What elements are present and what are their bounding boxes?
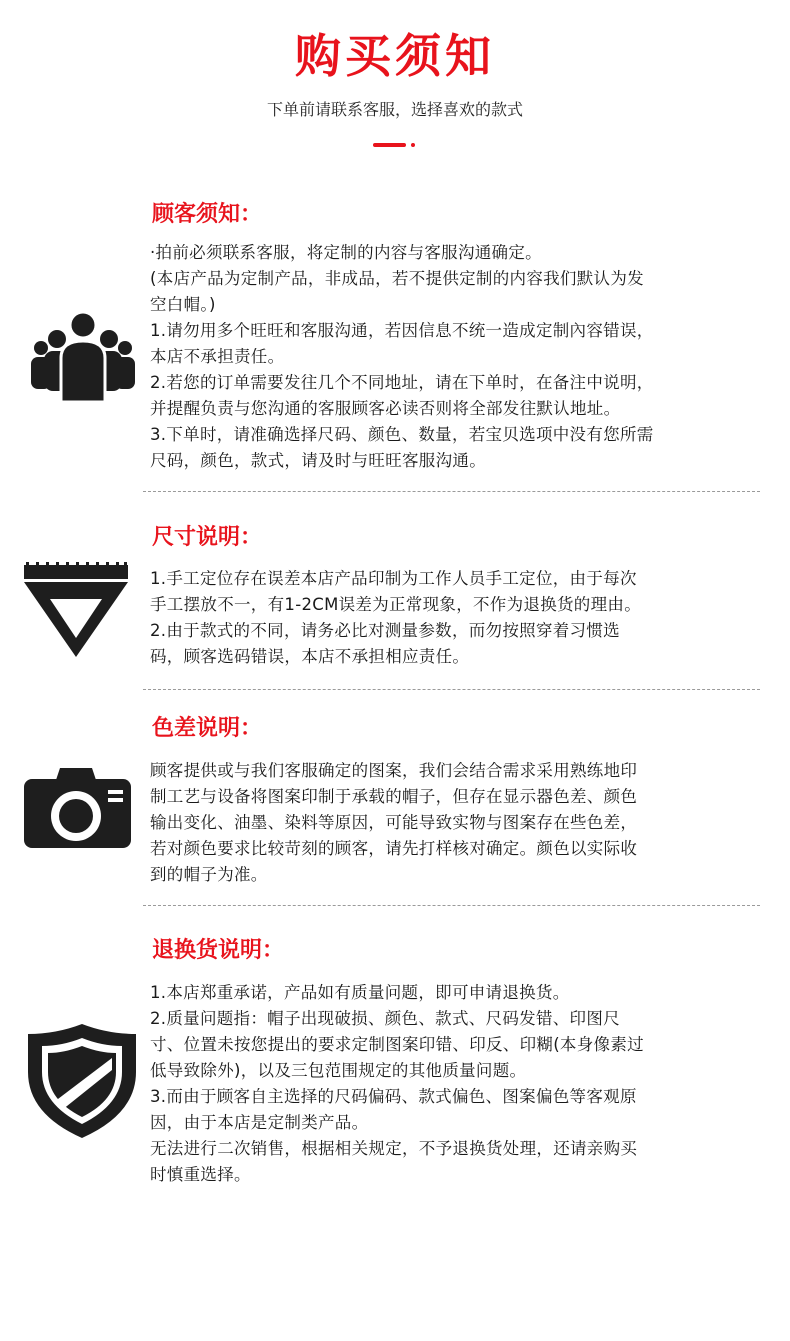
text-line: 空白帽。) bbox=[150, 295, 216, 314]
people-group-icon bbox=[28, 310, 138, 404]
text-line: 顾客提供或与我们客服确定的图案，我们会结合需求采用熟练地印 bbox=[150, 761, 638, 780]
shield-icon bbox=[28, 1024, 136, 1138]
text-line: (本店产品为定制产品，非成品，若不提供定制的内容我们默认为发 bbox=[150, 269, 644, 288]
camera-icon bbox=[24, 768, 131, 848]
text-line: 因，由于本店是定制类产品。 bbox=[150, 1113, 369, 1132]
section-heading: 色差说明： bbox=[152, 716, 263, 741]
text-line: 时慎重选择。 bbox=[150, 1165, 251, 1184]
page-subtitle: 下单前请联系客服，选择喜欢的款式 bbox=[266, 100, 523, 119]
text-line: 2.由于款式的不同，请务必比对测量参数，而勿按照穿着习惯选 bbox=[150, 621, 620, 640]
text-line: 3.而由于顾客自主选择的尺码偏码、款式偏色、图案偏色等客观原 bbox=[150, 1087, 637, 1106]
text-line: 2.质量问题指：帽子出现破损、颜色、款式、尺码发错、印图尺 bbox=[150, 1009, 620, 1028]
text-line: 若对颜色要求比较苛刻的顾客，请先打样核对确定。颜色以实际收 bbox=[150, 839, 638, 858]
text-line: 1.本店郑重承诺，产品如有质量问题，即可申请退换货。 bbox=[150, 983, 570, 1002]
text-line: 手工摆放不一，有1-2CM误差为正常现象，不作为退换货的理由。 bbox=[150, 595, 642, 614]
accent-bar bbox=[373, 143, 406, 147]
text-line: 1.请勿用多个旺旺和客服沟通，若因信息不统一造成定制內容错误， bbox=[150, 321, 654, 340]
divider bbox=[143, 491, 760, 492]
text-line: 尺码，颜色，款式，请及时与旺旺客服沟通。 bbox=[150, 451, 486, 470]
text-line: 码，顾客选码错误，本店不承担相应责任。 bbox=[150, 647, 470, 666]
text-line: 1.手工定位存在误差本店产品印制为工作人员手工定位，由于每次 bbox=[150, 569, 637, 588]
text-line: 制工艺与设备将图案印制于承载的帽子，但存在显示器色差、颜色 bbox=[150, 787, 638, 806]
section-body bbox=[150, 566, 750, 670]
text-line: 低导致除外)，以及三包范围规定的其他质量问题。 bbox=[150, 1061, 527, 1080]
text-line: 2.若您的订单需要发往几个不同地址，请在下单时，在备注中说明， bbox=[150, 373, 654, 392]
text-line: ·拍前必须联系客服，将定制的内容与客服沟通确定。 bbox=[150, 243, 542, 262]
divider bbox=[143, 905, 760, 906]
section-heading: 尺寸说明： bbox=[152, 525, 263, 550]
text-line: 输出变化、油墨、染料等原因，可能导致实物与图案存在些色差， bbox=[150, 813, 638, 832]
section-heading: 顾客须知： bbox=[152, 202, 263, 227]
section-body bbox=[150, 980, 750, 1188]
section-body bbox=[150, 240, 750, 474]
text-line: 并提醒负责与您沟通的客服顾客必读否则将全部发往默认地址。 bbox=[150, 399, 621, 418]
section-body bbox=[150, 758, 750, 888]
page-title: 购买须知 bbox=[295, 29, 495, 83]
ruler-triangle-icon bbox=[24, 562, 128, 658]
accent-dot bbox=[411, 143, 415, 147]
text-line: 无法进行二次销售，根据相关规定，不予退换货处理，还请亲购买 bbox=[150, 1139, 638, 1158]
text-line: 本店不承担责任。 bbox=[150, 347, 285, 366]
divider bbox=[143, 689, 760, 690]
text-line: 3.下单时，请准确选择尺码、颜色、数量，若宝贝选项中没有您所需 bbox=[150, 425, 654, 444]
text-line: 寸、位置未按您提出的要求定制图案印错、印反、印糊(本身像素过 bbox=[150, 1035, 644, 1054]
text-line: 到的帽子为准。 bbox=[150, 865, 268, 884]
section-heading: 退换货说明： bbox=[152, 938, 285, 963]
